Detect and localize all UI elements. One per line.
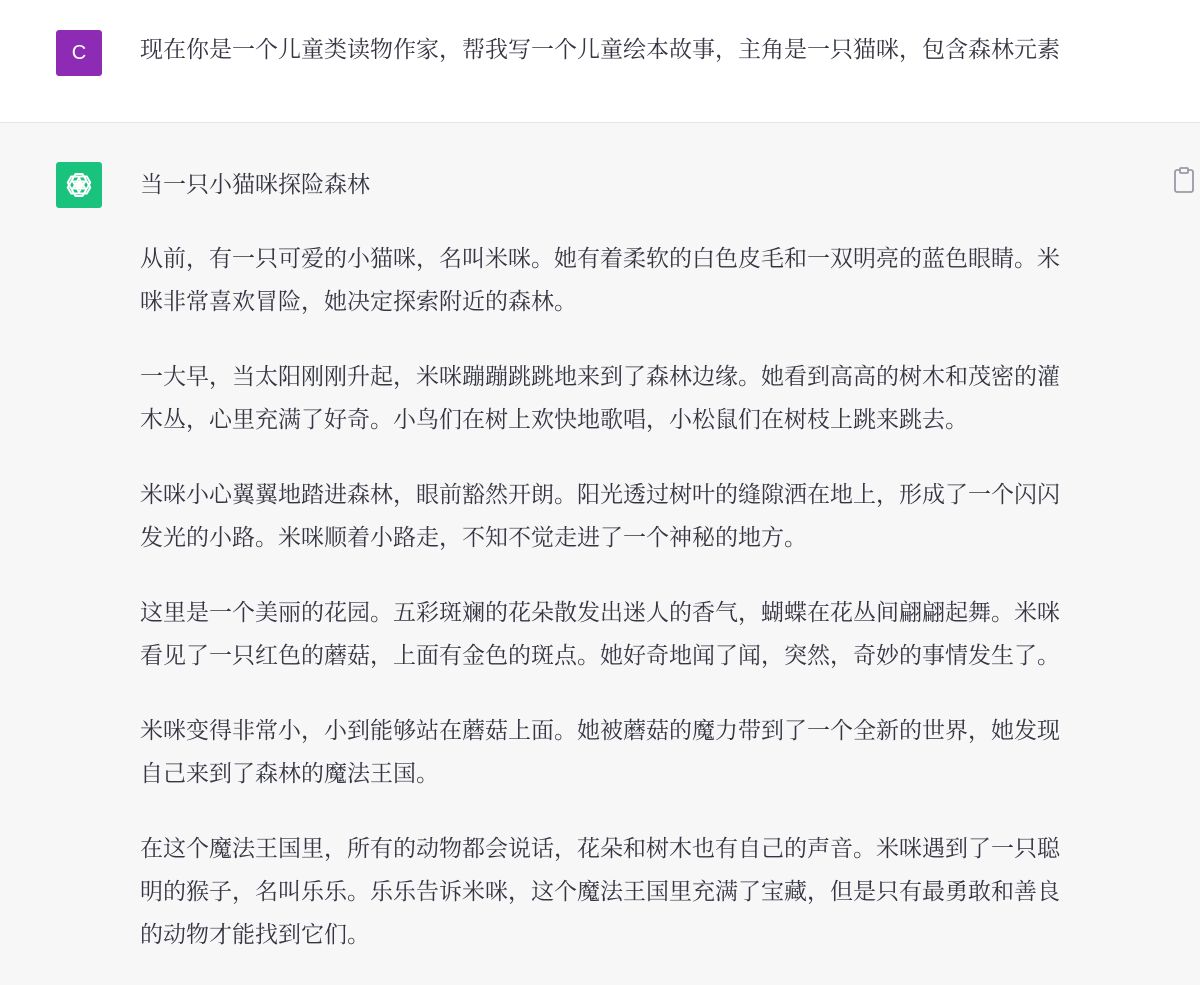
- story-paragraph: [140, 710, 1140, 796]
- paragraph-line: 一大早，当太阳刚刚升起，米咪蹦蹦跳跳地来到了森林边缘。她看到高高的树木和茂密的灌: [140, 364, 1060, 390]
- assistant-avatar: [56, 162, 102, 208]
- paragraph-line: 木丛，心里充满了好奇。小鸟们在树上欢快地歌唱，小松鼠们在树枝上跳来跳去。: [140, 407, 968, 433]
- paragraph-line: 的动物才能找到它们。: [140, 922, 370, 948]
- paragraph-line: 发光的小路。米咪顺着小路走，不知不觉走进了一个神秘的地方。: [140, 525, 807, 551]
- story-paragraph: [140, 474, 1140, 560]
- story-paragraph: [140, 238, 1140, 324]
- user-message-text: 现在你是一个儿童类读物作家，帮我写一个儿童绘本故事，主角是一只猫咪，包含森林元素: [140, 37, 1060, 63]
- user-avatar: [56, 30, 102, 76]
- paragraph-line: 自己来到了森林的魔法王国。: [140, 761, 439, 787]
- clipboard-icon: [1172, 166, 1196, 194]
- copy-button[interactable]: [1172, 166, 1196, 194]
- story-paragraph: [140, 828, 1140, 957]
- openai-logo-icon: [62, 168, 96, 202]
- paragraph-line: 明的猴子，名叫乐乐。乐乐告诉米咪，这个魔法王国里充满了宝藏，但是只有最勇敢和善良: [140, 879, 1060, 905]
- story-paragraphs: [140, 238, 1140, 957]
- story-paragraph: [140, 356, 1140, 442]
- story-paragraph: [140, 592, 1140, 678]
- assistant-message-content: [140, 164, 1140, 985]
- user-message-row: [0, 0, 1200, 123]
- paragraph-line: 咪非常喜欢冒险，她决定探索附近的森林。: [140, 289, 577, 315]
- paragraph-line: 从前，有一只可爱的小猫咪，名叫米咪。她有着柔软的白色皮毛和一双明亮的蓝色眼睛。米: [140, 246, 1060, 272]
- user-avatar-letter: C: [71, 41, 87, 64]
- paragraph-line: 这里是一个美丽的花园。五彩斑斓的花朵散发出迷人的香气，蝴蝶在花丛间翩翩起舞。米咪: [140, 600, 1060, 626]
- paragraph-line: 米咪变得非常小，小到能够站在蘑菇上面。她被蘑菇的魔力带到了一个全新的世界，她发现: [140, 718, 1060, 744]
- paragraph-line: 米咪小心翼翼地踏进森林，眼前豁然开朗。阳光透过树叶的缝隙洒在地上，形成了一个闪闪: [140, 482, 1060, 508]
- story-title: 当一只小猫咪探险森林: [140, 172, 370, 198]
- paragraph-line: 看见了一只红色的蘑菇，上面有金色的斑点。她好奇地闻了闻，突然，奇妙的事情发生了。: [140, 643, 1060, 669]
- paragraph-line: 在这个魔法王国里，所有的动物都会说话，花朵和树木也有自己的声音。米咪遇到了一只聪: [140, 836, 1060, 862]
